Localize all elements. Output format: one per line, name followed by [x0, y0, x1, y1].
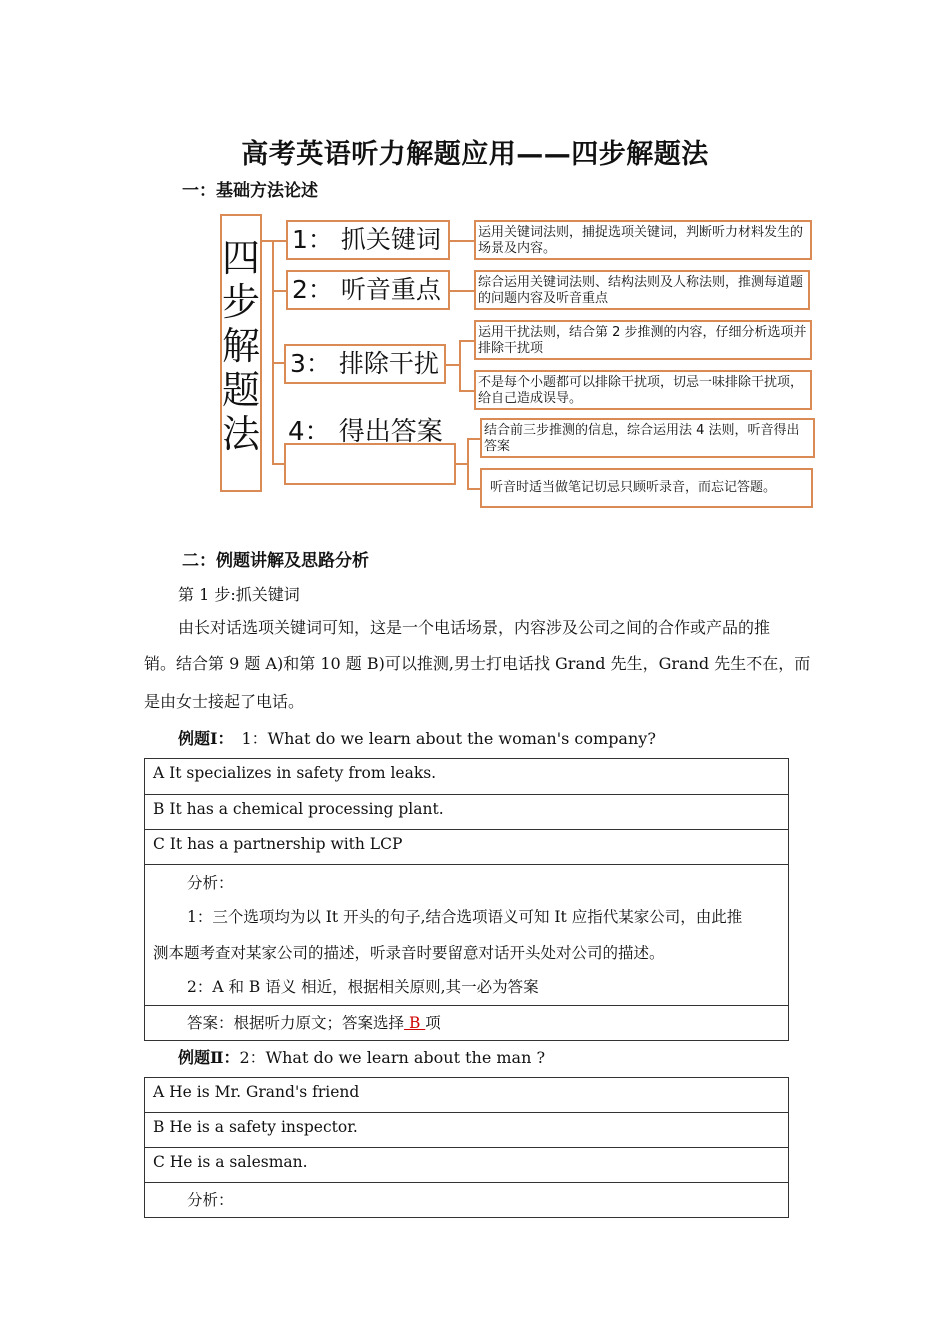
example-1-heading	[178, 726, 656, 749]
step-4-label: 4： 得出答案	[288, 417, 443, 447]
step-4-desc: 结合前三步推测的信息，综合运用法 4 法则，听音得出答案	[484, 423, 800, 454]
example-2-option-a: A He is Mr. Grand's friend	[145, 1078, 789, 1113]
step-3-desc2: 不是每个小题都可以排除干扰项，切忌一味排除干扰项，给自己造成误导。	[478, 375, 804, 406]
step-4-desc2: 听音时适当做笔记切忌只顾听录音，而忘记答题。	[490, 480, 777, 495]
step-4-desc2-box	[480, 468, 813, 508]
intro-line-1: 由长对话选项关键词可知，这是一个电话场景，内容涉及公司之间的合作或产品的推	[178, 618, 771, 637]
answer-prefix: 答案：根据听力原文；答案选择	[187, 1014, 405, 1032]
example-1-analysis-label: 分析：	[187, 874, 234, 892]
step-3-label: 3： 排除干扰	[290, 349, 439, 378]
example-2-table	[144, 1077, 789, 1218]
example-1-option-b: B It has a chemical processing plant.	[145, 795, 789, 830]
step-2-box	[286, 270, 450, 310]
step-2-label: 2： 听音重点	[292, 275, 441, 304]
example-2-question: 2：What do we learn about the man ?	[239, 1048, 546, 1067]
intro-line-3: 是由女士接起了电话。	[144, 692, 305, 711]
example-1-table	[144, 758, 789, 1041]
step-4-box	[284, 443, 456, 485]
step-1-title: 第 1 步:抓关键词	[178, 585, 300, 604]
example-2-analysis-label: 分析：	[145, 1183, 789, 1218]
step-3-desc: 运用干扰法则，结合第 2 步推测的内容，仔细分析选项并排除干扰项	[478, 325, 807, 356]
example-1-option-a: A It specializes in safety from leaks.	[145, 759, 789, 795]
example-1-analysis-line-1: 1：三个选项均为以 It 开头的句子,结合选项语义可知 It 应指代某家公司，由此推	[187, 908, 743, 926]
step-1-box	[286, 220, 450, 260]
example-1-analysis	[145, 865, 789, 1006]
step-1-desc: 运用关键词法则，捕捉选项关键词，判断听力材料发生的场景及内容。	[478, 225, 804, 256]
example-2-option-c: C He is a salesman.	[145, 1148, 789, 1183]
step-3-box	[284, 344, 446, 384]
step-2-desc: 综合运用关键词法则、结构法则及人称法则，推测每道题的问题内容及听音重点	[478, 275, 804, 306]
step-1-label: 1： 抓关键词	[292, 225, 441, 254]
section-heading-1: 一：基础方法论述	[182, 181, 318, 201]
step-3-desc-box	[474, 320, 812, 360]
example-1-analysis-line-2: 测本题考查对某家公司的描述，听录音时要留意对话开头处对公司的描述。	[153, 944, 665, 962]
intro-line-2: 销。结合第 9 题 A)和第 10 题 B)可以推测,男士打电话找 Grand 先生，Grand 先生不在，而	[144, 654, 811, 673]
section-heading-2: 二：例题讲解及思路分析	[182, 551, 369, 571]
answer-suffix: 项	[425, 1014, 441, 1032]
step-4-desc-box	[480, 418, 815, 458]
example-2-option-b: B He is a safety inspector.	[145, 1113, 789, 1148]
diagram-main-box	[220, 214, 262, 492]
example-2-label: 例题Ⅱ：	[178, 1048, 240, 1067]
step-1-desc-box	[474, 220, 812, 260]
example-1-answer	[145, 1006, 789, 1041]
step-2-desc-box	[474, 270, 810, 310]
answer-letter: B	[404, 1014, 426, 1032]
example-1-question: 1：What do we learn about the woman's company?	[241, 729, 656, 748]
page-title: 高考英语听力解题应用——四步解题法	[241, 139, 709, 170]
example-1-label: 例题Ⅰ：	[178, 729, 234, 748]
example-1-analysis-line-3: 2：A 和 B 语义 相近，根据相关原则,其一必为答案	[187, 978, 539, 996]
diagram-main-label: 四步解题法	[222, 236, 261, 456]
example-1-option-c: C It has a partnership with LCP	[145, 830, 789, 865]
example-2-heading	[178, 1045, 545, 1068]
step-3-desc2-box	[474, 370, 812, 410]
